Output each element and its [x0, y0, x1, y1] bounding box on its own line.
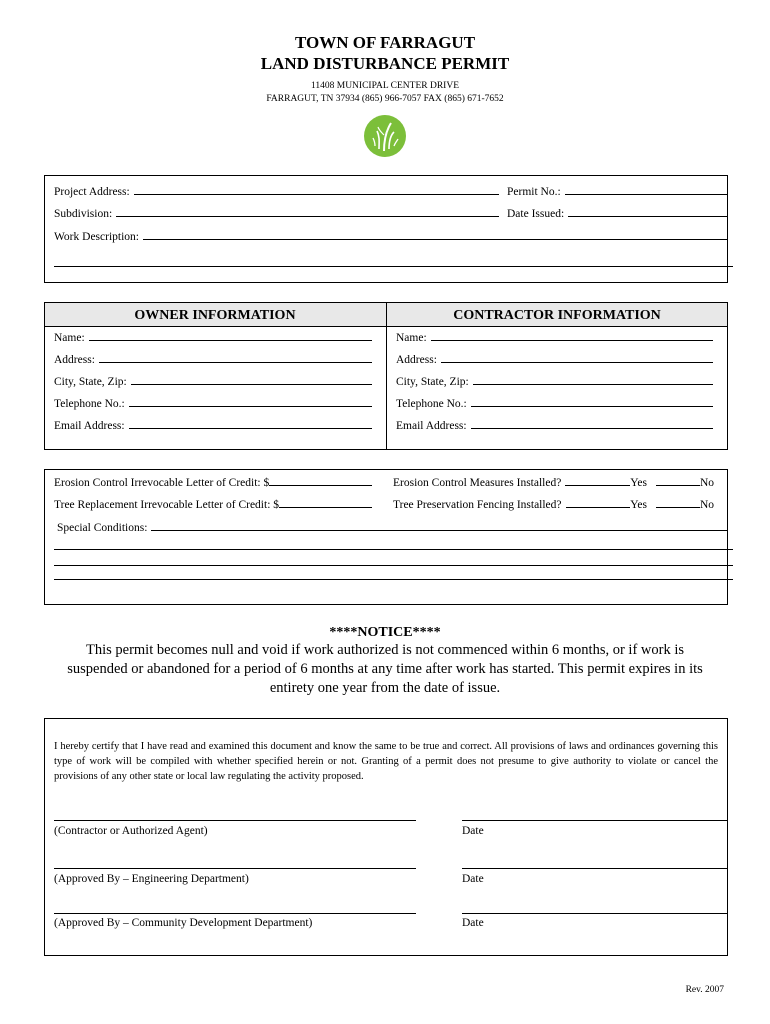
community-signature-line[interactable] — [54, 913, 416, 914]
owner-city-field[interactable]: City, State, Zip: — [54, 376, 372, 388]
work-description-line[interactable] — [54, 266, 733, 267]
town-title: TOWN OF FARRAGUT — [294, 33, 476, 52]
subdivision-field[interactable]: Subdivision: — [54, 208, 499, 220]
notice-line-1: This permit becomes null and void if work authorized is not commenced within 6 months, or if work is — [85, 642, 685, 658]
address-line-1: 11408 MUNICIPAL CENTER DRIVE — [310, 81, 460, 91]
date-issued-field[interactable]: Date Issued: — [507, 208, 727, 220]
engineering-date-label: Date — [462, 873, 484, 885]
engineering-signature-line[interactable] — [54, 868, 416, 869]
contractor-email-field[interactable]: Email Address: — [396, 420, 713, 432]
contractor-name-field[interactable]: Name: — [396, 332, 713, 344]
contractor-telephone-field[interactable]: Telephone No.: — [396, 398, 713, 410]
owner-email-field[interactable]: Email Address: — [54, 420, 372, 432]
erosion-installed-no[interactable]: No — [656, 477, 714, 489]
contractor-heading: CONTRACTOR INFORMATION — [453, 308, 661, 323]
town-logo-icon — [364, 115, 406, 157]
notice-line-3: entirety one year from the date of issue. — [269, 680, 501, 696]
special-conditions-line[interactable] — [54, 549, 733, 550]
special-conditions-line[interactable] — [54, 565, 733, 566]
engineering-signature-label: (Approved By – Engineering Department) — [54, 873, 249, 885]
work-description-field[interactable]: Work Description: — [54, 231, 727, 243]
certification-text: I hereby certify that I have read and examined this document and know the same to be true and correct. All provisions of laws and ordinances governing this type of work will be compiled with whether specified herein or not. Granting of a permit does not presume to give authority to violate or cancel the provisions of any other state or local law regulating the activity proposed. — [54, 741, 718, 782]
community-date-line[interactable] — [462, 913, 728, 914]
erosion-box — [44, 469, 728, 605]
contractor-signature-line[interactable] — [54, 820, 416, 821]
owner-heading: OWNER INFORMATION — [134, 308, 296, 323]
erosion-installed-yes[interactable]: Erosion Control Measures Installed? Yes — [393, 477, 647, 489]
notice-title: ****NOTICE**** — [329, 625, 441, 640]
erosion-credit-field[interactable]: Erosion Control Irrevocable Letter of Credit: $ — [54, 477, 372, 489]
tree-installed-no[interactable]: No — [656, 499, 714, 511]
revision-label: Rev. 2007 — [685, 985, 724, 995]
owner-name-field[interactable]: Name: — [54, 332, 372, 344]
contractor-date-line[interactable] — [462, 820, 728, 821]
tree-installed-yes[interactable]: Tree Preservation Fencing Installed? Yes — [393, 499, 647, 511]
notice-line-2: suspended or abandoned for a period of 6 months at any time after work has started. This permit expires in its — [67, 661, 703, 677]
contractor-date-label: Date — [462, 825, 484, 837]
address-line-2: FARRAGUT, TN 37934 (865) 966-7057 FAX (865) 671-7652 — [266, 94, 504, 104]
community-date-label: Date — [462, 917, 484, 929]
owner-address-field[interactable]: Address: — [54, 354, 372, 366]
tree-credit-field[interactable]: Tree Replacement Irrevocable Letter of Credit: $ — [54, 499, 372, 511]
engineering-date-line[interactable] — [462, 868, 728, 869]
community-signature-label: (Approved By – Community Development Department) — [54, 917, 313, 929]
owner-telephone-field[interactable]: Telephone No.: — [54, 398, 372, 410]
permit-no-field[interactable]: Permit No.: — [507, 186, 727, 198]
contractor-city-field[interactable]: City, State, Zip: — [396, 376, 713, 388]
special-conditions-line[interactable] — [54, 579, 733, 580]
permit-title: LAND DISTURBANCE PERMIT — [260, 54, 510, 73]
contractor-signature-label: (Contractor or Authorized Agent) — [54, 825, 208, 837]
contractor-address-field[interactable]: Address: — [396, 354, 713, 366]
project-address-field[interactable]: Project Address: — [54, 186, 499, 198]
special-conditions-field[interactable]: Special Conditions: — [57, 522, 727, 534]
